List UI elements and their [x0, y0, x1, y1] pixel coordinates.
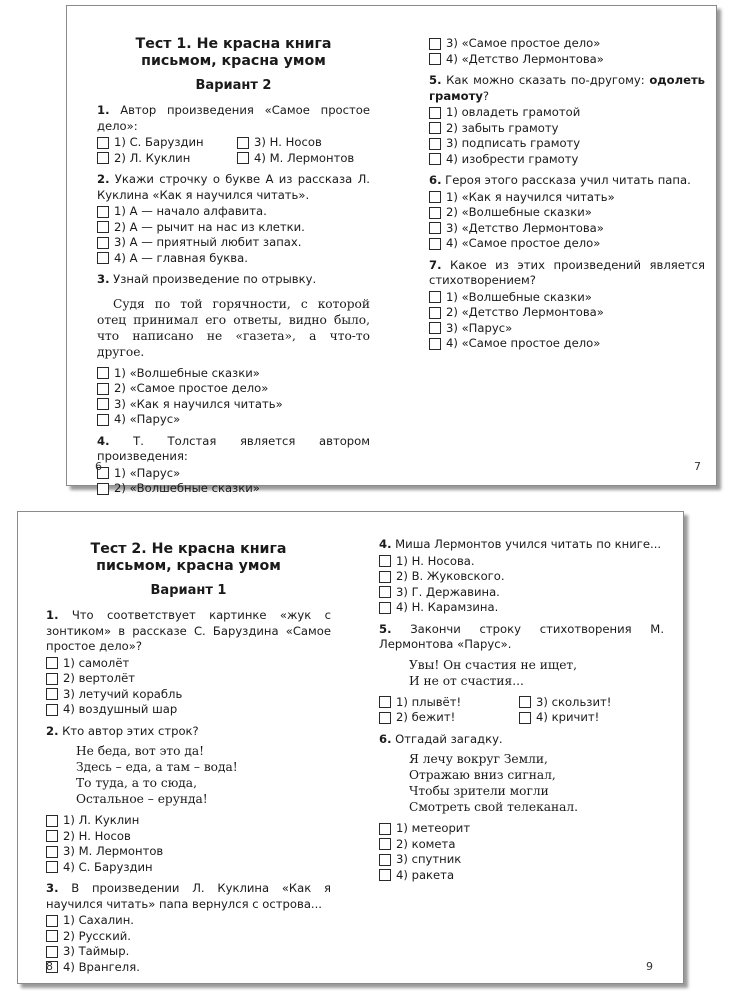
option[interactable]	[97, 220, 370, 236]
question-text: Какое из этих произведений является стихотворением?	[429, 257, 705, 287]
option-label: 4) «Парус»	[114, 412, 181, 426]
checkbox[interactable]	[97, 483, 109, 495]
checkbox[interactable]	[46, 846, 58, 858]
question-number: 7.	[429, 257, 442, 272]
checkbox[interactable]	[379, 696, 391, 708]
option[interactable]	[429, 221, 705, 237]
poem	[76, 743, 331, 807]
poem-line: Не беда, вот это да!	[76, 744, 205, 758]
question-number: 5.	[429, 73, 442, 87]
checkbox[interactable]	[429, 138, 441, 150]
checkbox[interactable]	[46, 815, 58, 827]
checkbox[interactable]	[429, 322, 441, 334]
option-label: 3) Таймыр.	[63, 944, 130, 958]
option-label: 2) Л. Куклин	[114, 150, 191, 165]
option[interactable]	[379, 585, 664, 601]
riddle	[409, 751, 664, 815]
option[interactable]	[97, 251, 370, 267]
checkbox[interactable]	[97, 152, 109, 164]
question-keyword: одолеть грамоту	[429, 73, 706, 103]
option[interactable]	[379, 852, 664, 868]
q4-options-part1	[97, 466, 370, 497]
option-label: 1) самолёт	[63, 655, 130, 670]
option[interactable]	[46, 656, 331, 672]
option-label: 4) кричит!	[536, 710, 600, 724]
q3-options	[46, 913, 331, 975]
option-label: 1) Н. Носова.	[396, 553, 475, 568]
question-6	[379, 732, 664, 748]
checkbox[interactable]	[46, 688, 58, 700]
option[interactable]	[97, 366, 370, 382]
option-label: 1) «Как я научился читать»	[446, 189, 615, 204]
option[interactable]	[97, 381, 370, 397]
option-label: 2) комета	[396, 836, 456, 851]
checkbox[interactable]	[237, 137, 249, 149]
option[interactable]	[379, 821, 664, 837]
checkbox[interactable]	[46, 861, 58, 873]
option-label: 4) М. Лермонтов	[254, 150, 355, 165]
question-7	[429, 258, 705, 289]
checkbox[interactable]	[46, 657, 58, 669]
option[interactable]	[429, 336, 705, 352]
option-label: 4) «Самое простое дело»	[446, 236, 601, 250]
option-label: 3) скользит!	[536, 694, 612, 709]
checkbox[interactable]	[97, 206, 109, 218]
checkbox[interactable]	[379, 854, 391, 866]
checkbox[interactable]	[429, 107, 441, 119]
checkbox[interactable]	[429, 338, 441, 350]
checkbox[interactable]	[429, 291, 441, 303]
checkbox[interactable]	[97, 383, 109, 395]
checkbox[interactable]	[379, 555, 391, 567]
question-1	[97, 103, 370, 134]
option[interactable]	[46, 687, 331, 703]
checkbox[interactable]	[97, 252, 109, 264]
poem-line: То туда, а то сюда,	[76, 776, 197, 790]
option-label: 4) «Самое простое дело»	[446, 336, 601, 350]
checkbox[interactable]	[97, 221, 109, 233]
checkbox[interactable]	[429, 207, 441, 219]
option[interactable]	[429, 152, 705, 168]
question-3	[46, 881, 331, 912]
question-text: Автор произведения «Самое простое дело»:	[97, 103, 371, 133]
page-8	[46, 535, 331, 981]
option-label: 4) С. Баруздин	[63, 859, 153, 874]
option[interactable]	[97, 466, 370, 482]
option[interactable]	[46, 829, 331, 845]
option-label: 3) «Парус»	[446, 320, 513, 335]
option-label: 2) Н. Носов	[63, 828, 131, 843]
page-9	[379, 537, 664, 889]
option-label: 1) метеорит	[396, 821, 471, 835]
page-number-left: 6	[95, 460, 102, 473]
question-number: 4.	[379, 537, 392, 551]
option[interactable]	[429, 105, 705, 121]
q4-options	[379, 554, 664, 616]
option[interactable]	[379, 695, 519, 711]
option-label: 2) В. Жуковского.	[396, 569, 505, 583]
option-label: 2) вертолёт	[63, 671, 136, 685]
checkbox[interactable]	[97, 237, 109, 249]
question-text: Кто автор этих строк?	[62, 723, 199, 738]
option[interactable]	[429, 305, 705, 321]
question-5: 5. Как можно сказать по-другому: одолеть грамоту?	[429, 73, 706, 103]
question-number: 1.	[46, 608, 59, 622]
poem-line: Я лечу вокруг Земли,	[409, 752, 548, 766]
checkbox[interactable]	[379, 586, 391, 598]
checkbox[interactable]	[429, 53, 441, 65]
question-4	[379, 537, 664, 553]
question-text: Укажи строчку о букве А из рассказа Л. Куклина «Как я научился читать».	[97, 172, 370, 202]
option-label: 3) подписать грамоту	[446, 136, 581, 150]
poem-line: Здесь – еда, а там – вода!	[76, 760, 238, 774]
option[interactable]	[237, 151, 377, 167]
option[interactable]	[46, 913, 331, 929]
checkbox[interactable]	[429, 153, 441, 165]
page-6	[97, 30, 370, 503]
option-label: 3) «Детство Лермонтова»	[446, 220, 604, 235]
checkbox[interactable]	[46, 930, 58, 942]
option-label: 4) изобрести грамоту	[446, 151, 579, 166]
option-label: 4) Врангеля.	[63, 959, 140, 974]
excerpt: Судя по той горячности, с которой отец принимал его ответы, видно было, что написано не «газета», а что-то другое.	[97, 296, 370, 359]
option-label: 1) А — начало алфавита.	[114, 204, 267, 218]
q6-options	[379, 821, 664, 883]
checkbox[interactable]	[97, 398, 109, 410]
test2-title	[46, 541, 331, 575]
checkbox[interactable]	[379, 712, 391, 724]
test2-spread	[17, 511, 684, 984]
checkbox[interactable]	[46, 704, 58, 716]
option-label: 3) спутник	[396, 852, 462, 866]
checkbox[interactable]	[46, 946, 58, 958]
option[interactable]	[379, 600, 664, 616]
variant-label: Вариант 1	[150, 583, 227, 598]
checkbox[interactable]	[237, 152, 249, 164]
question-3	[97, 272, 370, 288]
option[interactable]	[97, 235, 370, 251]
checkbox[interactable]	[97, 137, 109, 149]
option-label: 2) «Самое простое дело»	[114, 381, 269, 395]
option-label: 4) Н. Карамзина.	[396, 600, 499, 614]
option[interactable]	[429, 236, 705, 252]
checkbox[interactable]	[429, 222, 441, 234]
option[interactable]	[46, 813, 331, 829]
title-line: письмом, красна умом	[141, 53, 326, 69]
question-6	[429, 173, 705, 189]
test1-spread	[66, 5, 717, 495]
checkbox[interactable]	[429, 238, 441, 250]
option-label: 3) Н. Носов	[254, 135, 322, 149]
test1-title	[97, 36, 370, 70]
checkbox[interactable]	[379, 869, 391, 881]
poem-line: Увы! Он счастия не ищет,	[409, 657, 578, 672]
title-line: Тест 2. Не красна книга	[90, 541, 287, 557]
option[interactable]	[46, 671, 331, 687]
checkbox[interactable]	[429, 122, 441, 134]
checkbox[interactable]	[46, 673, 58, 685]
option[interactable]	[519, 695, 659, 711]
poem-line: Остальное – ерунда!	[76, 792, 208, 806]
q3-options	[97, 366, 370, 428]
checkbox[interactable]	[429, 191, 441, 203]
option-label: 1) Л. Куклин	[63, 813, 140, 827]
checkbox[interactable]	[379, 838, 391, 850]
option[interactable]	[379, 569, 664, 585]
q2-options	[97, 204, 370, 266]
question-text: Как можно сказать по-другому:	[446, 73, 645, 87]
option[interactable]	[46, 944, 331, 960]
option-label: 2) «Волшебные сказки»	[114, 481, 260, 495]
checkbox[interactable]	[519, 696, 531, 708]
option-label: 2) Русский.	[63, 928, 131, 943]
option-label: 1) «Парус»	[114, 465, 181, 480]
checkbox[interactable]	[379, 823, 391, 835]
option-label: 3) А — приятный любит запах.	[114, 235, 302, 249]
question-5	[379, 622, 664, 653]
checkbox[interactable]	[97, 414, 109, 426]
q1-options	[46, 656, 331, 718]
option[interactable]	[379, 868, 664, 884]
question-2	[97, 172, 370, 203]
page-7	[429, 36, 705, 358]
option[interactable]	[46, 960, 331, 976]
question-number: 3.	[46, 881, 59, 895]
question-text: Миша Лермонтов учился читать по книге...	[395, 537, 662, 551]
option[interactable]	[379, 837, 664, 853]
option-label: 4) воздушный шар	[63, 702, 178, 716]
option[interactable]	[429, 52, 705, 68]
question-number: 1.	[97, 103, 110, 117]
option[interactable]	[97, 204, 370, 220]
q5-options	[379, 695, 664, 726]
question-text: В произведении Л. Куклина «Как я научился читать» папа вернулся с острова...	[46, 881, 331, 911]
option-label: 3) летучий корабль	[63, 686, 183, 701]
question-2	[46, 724, 331, 740]
option[interactable]	[429, 190, 705, 206]
title-line: Тест 1. Не красна книга	[135, 36, 332, 52]
poem	[409, 657, 664, 689]
question-text: Закончи строку стихотворения М. Лермонтова «Парус».	[379, 621, 665, 651]
option-label: 4) ракета	[396, 867, 455, 882]
option[interactable]	[97, 481, 370, 497]
option-label: 2) А — рычит на нас из клетки.	[114, 219, 305, 234]
checkbox[interactable]	[429, 307, 441, 319]
q1-options	[97, 135, 370, 166]
option-label: 1) овладеть грамотой	[446, 105, 581, 119]
option-label: 1) плывёт!	[396, 694, 462, 709]
page-number-right: 9	[646, 960, 653, 973]
question-text: Отгадай загадку.	[395, 731, 503, 746]
page-number-right: 7	[694, 460, 701, 473]
option[interactable]	[46, 702, 331, 718]
option-label: 2) «Детство Лермонтова»	[446, 305, 604, 319]
option[interactable]	[46, 929, 331, 945]
checkbox[interactable]	[46, 830, 58, 842]
checkbox[interactable]	[519, 712, 531, 724]
option[interactable]	[97, 135, 237, 151]
option-label: 4) «Детство Лермонтова»	[446, 51, 604, 66]
checkbox[interactable]	[379, 602, 391, 614]
option-label: 1) «Волшебные сказки»	[114, 365, 260, 380]
option-label: 3) «Как я научился читать»	[114, 396, 283, 411]
question-text: Героя этого рассказа учил читать папа.	[445, 173, 691, 187]
variant-label: Вариант 2	[195, 78, 272, 93]
question-number: 2.	[97, 172, 110, 186]
checkbox[interactable]	[429, 38, 441, 50]
question-text: Узнай произведение по отрывку.	[113, 272, 317, 286]
option-label: 2) «Волшебные сказки»	[446, 205, 592, 219]
q5-options	[429, 105, 705, 167]
option-label: 4) А — главная буква.	[114, 250, 248, 265]
question-number: 3.	[97, 272, 110, 286]
option-label: 1) С. Баруздин	[114, 135, 204, 149]
option-label: 3) М. Лермонтов	[63, 844, 164, 858]
page-number-left: 8	[46, 960, 53, 973]
q7-options	[429, 290, 705, 352]
option[interactable]	[429, 136, 705, 152]
question-text: Т. Толстая является автором произведения:	[97, 433, 370, 463]
q4-options-part2	[429, 36, 705, 67]
option[interactable]	[429, 205, 705, 221]
option[interactable]	[97, 397, 370, 413]
option[interactable]	[429, 36, 705, 52]
question-1	[46, 608, 331, 655]
option[interactable]	[429, 290, 705, 306]
question-number: 6.	[379, 731, 392, 746]
poem-line: Отражаю вниз сигнал,	[409, 768, 556, 782]
option[interactable]	[97, 412, 370, 428]
option-label: 1) Сахалин.	[63, 913, 134, 927]
option[interactable]	[46, 860, 331, 876]
option[interactable]	[429, 321, 705, 337]
option[interactable]	[46, 844, 331, 860]
q2-options	[46, 813, 331, 875]
checkbox[interactable]	[379, 571, 391, 583]
option[interactable]	[237, 135, 377, 151]
question-text: Что соответствует картинке «жук с зонтиком» в рассказе С. Баруздина «Самое простое дело»?	[46, 608, 332, 653]
option-label: 2) бежит!	[396, 710, 456, 724]
option[interactable]	[379, 710, 519, 726]
question-number: 5.	[379, 621, 392, 636]
checkbox[interactable]	[97, 367, 109, 379]
question-number: 4.	[97, 433, 110, 448]
poem-line: Смотреть свой телеканал.	[409, 800, 578, 814]
option-label: 2) забыть грамоту	[446, 120, 559, 135]
option[interactable]	[429, 121, 705, 137]
option[interactable]	[379, 554, 664, 570]
question-4	[97, 434, 370, 465]
option-label: 3) Г. Державина.	[396, 584, 500, 599]
option-label: 3) «Самое простое дело»	[446, 36, 601, 50]
poem-line: Чтобы зрители могли	[409, 784, 549, 798]
option[interactable]	[97, 151, 237, 167]
q6-options	[429, 190, 705, 252]
poem-line: И не от счастия...	[409, 673, 524, 688]
question-number: 2.	[46, 723, 59, 738]
checkbox[interactable]	[46, 915, 58, 927]
title-line: письмом, красна умом	[96, 558, 281, 574]
option-label: 1) «Волшебные сказки»	[446, 289, 592, 304]
question-number: 6.	[429, 173, 442, 187]
option[interactable]	[519, 710, 659, 726]
